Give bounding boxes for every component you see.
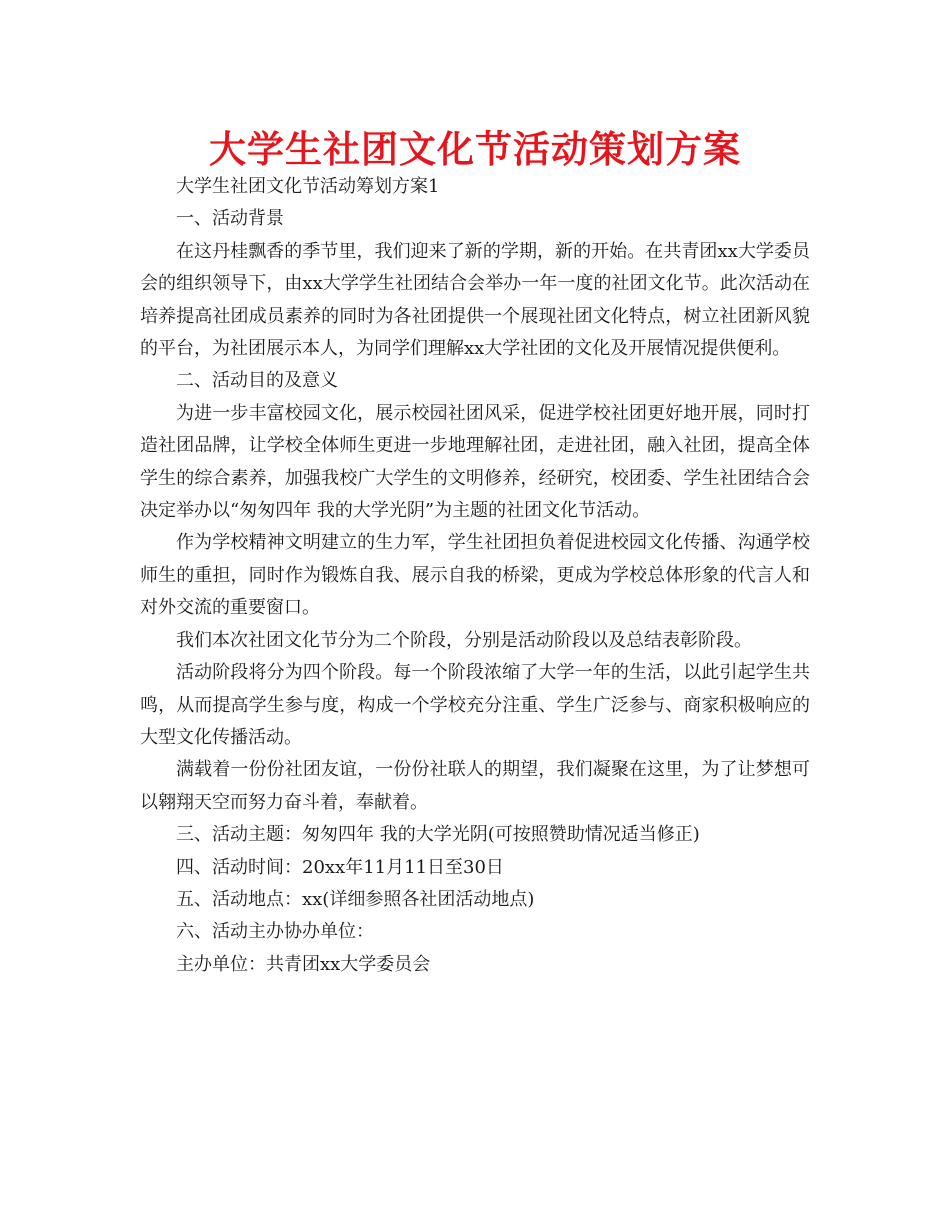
paragraph: 活动阶段将分为四个阶段。每一个阶段浓缩了大学一年的生活，以此引起学生共鸣，从而提高学生参与度，构成一个学校充分注重、学生广泛参与、商家积极响应的大型文化传播活动。 — [140, 662, 810, 748]
paragraph-subtitle: 大学生社团文化节活动筹划方案1 — [176, 176, 440, 197]
document-body — [140, 171, 810, 981]
heading-purpose: 二、活动目的及意义 — [176, 370, 338, 392]
paragraph: 作为学校精神文明建立的生力军，学生社团担负着促进校园文化传播、沟通学校师生的重担，同时作为锻炼自我、展示自我的桥梁，更成为学校总体形象的代言人和对外交流的重要窗口。 — [140, 532, 810, 619]
paragraph: 在这丹桂飘香的季节里，我们迎来了新的学期，新的开始。在共青团xx大学委员会的组织领导下，由xx大学学生社团结合会举办一年一度的社团文化节。此次活动在培养提高社团成员素养的同时为各社团提供一个展现社团文化特点，树立社团新风貌的平台，为社团展示本人，为同学们理解xx大学社团的文化及开展情况提供便利。 — [140, 240, 810, 360]
item-host: 主办单位：共青团xx大学委员会 — [176, 953, 431, 975]
document-title: 大学生社团文化节活动策划方案 — [209, 128, 741, 171]
item-location: 五、活动地点：xx(详细参照各社团活动地点) — [176, 888, 535, 910]
item-organizers: 六、活动主办协办单位： — [176, 921, 374, 943]
item-theme: 三、活动主题：匆匆四年 我的大学光阴(可按照赞助情况适当修正) — [176, 824, 700, 846]
heading-background: 一、活动背景 — [176, 208, 284, 230]
paragraph: 满载着一份份社团友谊，一份份社联人的期望，我们凝聚在这里，为了让梦想可以翱翔天空而努力奋斗着，奉献着。 — [140, 759, 810, 813]
paragraph: 为进一步丰富校园文化，展示校园社团风采，促进学校社团更好地开展，同时打造社团品牌，让学校全体师生更进一步地理解社团，走进社团，融入社团，提高全体学生的综合素养，加强我校广大学生的文明修养，经研究，校团委、学生社团结合会决定举办以“匆匆四年 我的大学光阴”为主题的社团文化节活动。 — [140, 402, 810, 522]
paragraph: 我们本次社团文化节分为二个阶段，分别是活动阶段以及总结表彰阶段。 — [176, 629, 752, 651]
item-time: 四、活动时间：20xx年11月11日至30日 — [176, 856, 504, 878]
